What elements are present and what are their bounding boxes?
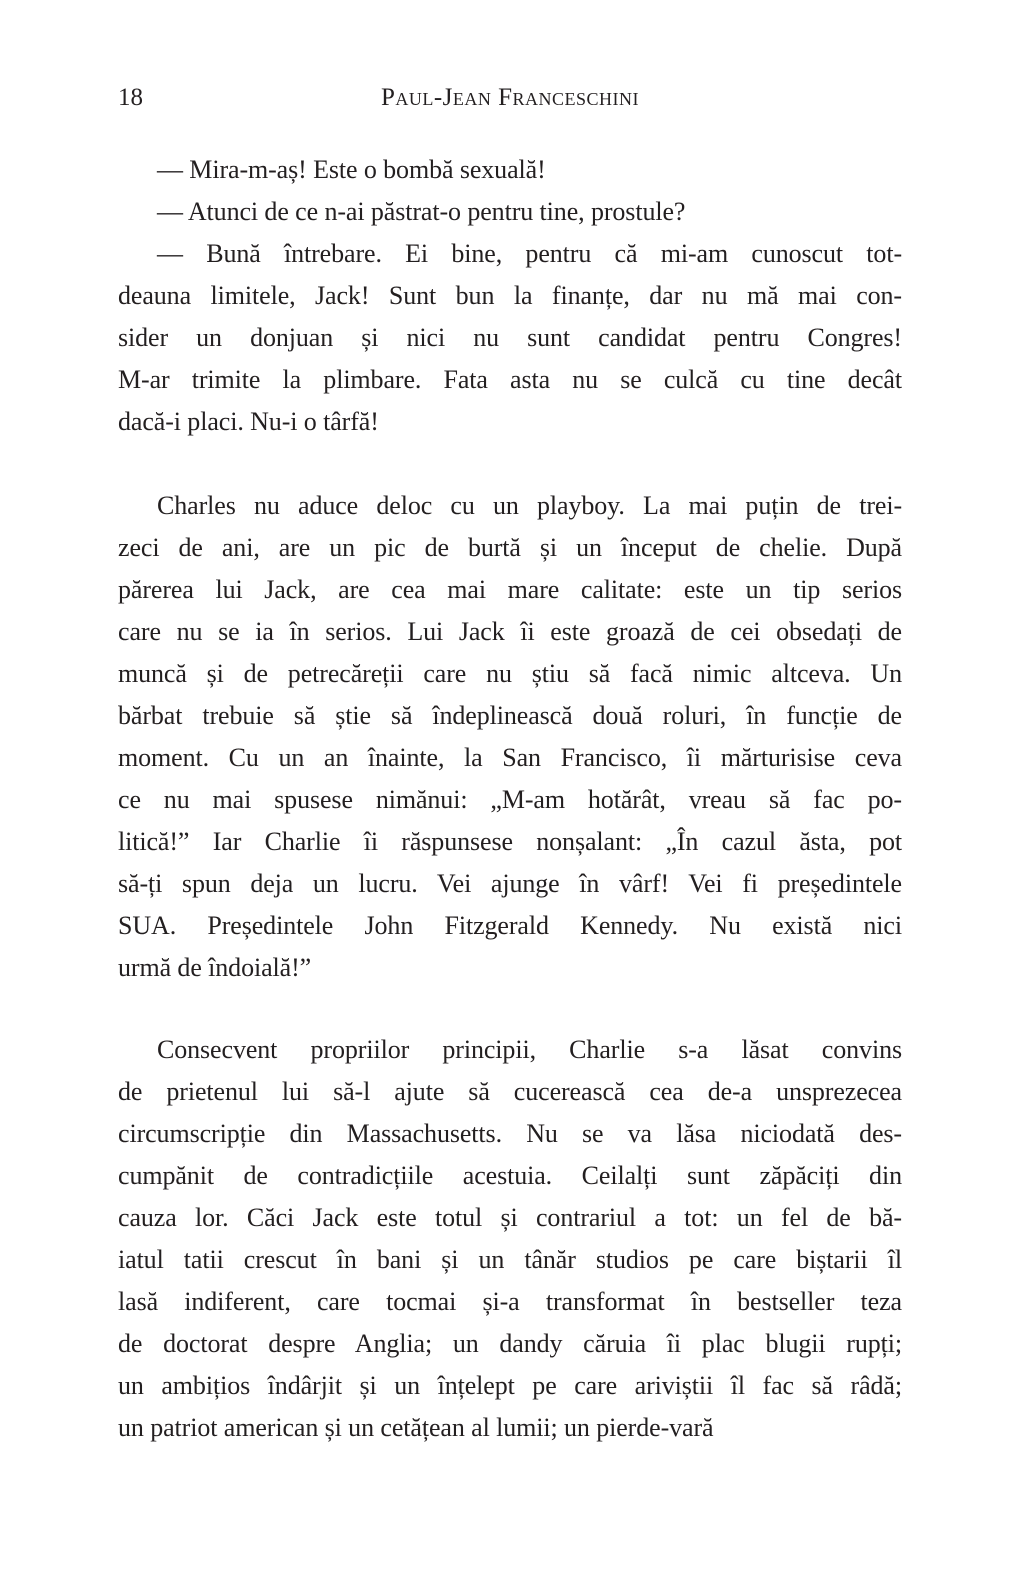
text-line: zeci de ani, are un pic de burtă și un început de chelie. După	[118, 533, 902, 562]
text-line: urmă de îndoială!”	[118, 953, 312, 982]
text-line: care nu se ia în serios. Lui Jack îi este groază de cei obsedați de	[118, 617, 902, 646]
text-line: litică!” Iar Charlie îi răspunsese nonșalant: „În cazul ăsta, pot	[118, 827, 902, 856]
paragraph-consecvent	[118, 1029, 902, 1449]
text-line: moment. Cu un an înainte, la San Francisco, îi mărturisise ceva	[118, 743, 902, 772]
text-line: bărbat trebuie să știe să îndeplinească două roluri, în funcție de	[118, 701, 902, 730]
text-line: ce nu mai spusese nimănui: „M-am hotărât, vreau să fac po-	[118, 785, 902, 814]
text-line: de doctorat despre Anglia; un dandy căruia îi plac blugii rupți;	[118, 1329, 902, 1358]
page-header	[118, 84, 902, 118]
text-line: dacă-i placi. Nu-i o târfă!	[118, 407, 379, 436]
text-line: Charles nu aduce deloc cu un playboy. La mai puțin de trei-	[157, 491, 902, 520]
page-number: 18	[118, 84, 143, 111]
text-line: — Mira-m-aș! Este o bombă sexuală!	[157, 155, 546, 184]
text-line: M-ar trimite la plimbare. Fata asta nu se culcă cu tine decât	[118, 365, 902, 394]
text-line: — Bună întrebare. Ei bine, pentru că mi-am cunoscut tot-	[157, 239, 902, 268]
text-line: sider un donjuan și nici nu sunt candidat pentru Congres!	[118, 323, 902, 352]
text-line: un patriot american și un cetățean al lumii; un pierde-vară	[118, 1413, 714, 1442]
text-line: — Atunci de ce n-ai păstrat-o pentru tine, prostule?	[157, 197, 686, 226]
text-line: SUA. Președintele John Fitzgerald Kennedy. Nu există nici	[118, 911, 902, 940]
text-line: lasă indiferent, care tocmai și-a transformat în bestseller teza	[118, 1287, 902, 1316]
running-head: Paul-Jean Franceschini	[380, 84, 640, 111]
paragraph-dialogue	[118, 149, 902, 443]
paragraph-charles	[118, 485, 902, 989]
text-line: cauza lor. Căci Jack este totul și contrariul a tot: un fel de bă-	[118, 1203, 902, 1232]
text-line: de prietenul lui să-l ajute să cucerească cea de-a unsprezecea	[118, 1077, 902, 1106]
text-line: circumscripție din Massachusetts. Nu se va lăsa niciodată des-	[118, 1119, 902, 1148]
text-line: părerea lui Jack, are cea mai mare calitate: este un tip serios	[118, 575, 902, 604]
text-line: muncă și de petrecăreții care nu știu să facă nimic altceva. Un	[118, 659, 902, 688]
text-line: deauna limitele, Jack! Sunt bun la finanțe, dar nu mă mai con-	[118, 281, 902, 310]
text-line: Consecvent propriilor principii, Charlie s-a lăsat convins	[157, 1035, 902, 1064]
text-line: să-ți spun deja un lucru. Vei ajunge în vârf! Vei fi președintele	[118, 869, 902, 898]
text-line: cumpănit de contradicțiile acestuia. Ceilalți sunt zăpăciți din	[118, 1161, 902, 1190]
text-line: un ambițios îndârjit și un înțelept pe care ariviștii îl fac să râdă;	[118, 1371, 902, 1400]
text-line: iatul tatii crescut în bani și un tânăr studios pe care biștarii îl	[118, 1245, 902, 1274]
